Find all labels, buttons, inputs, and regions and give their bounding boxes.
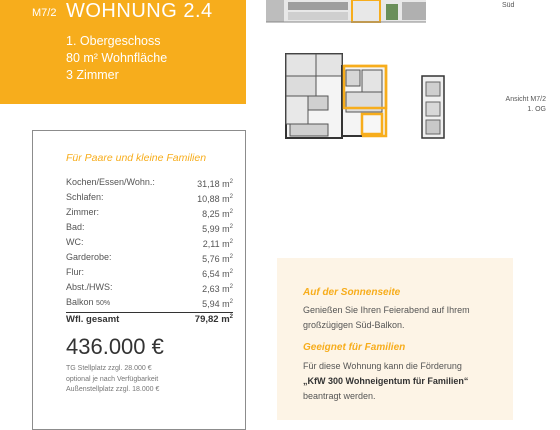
unit-rooms: 3 Zimmer [66, 68, 119, 82]
area-label: Abst./HWS: [66, 282, 113, 292]
area-row: WC: 2,11 $m^2$ [66, 237, 233, 249]
area-value: 5,76 [202, 254, 220, 264]
area-label: Garderobe: [66, 252, 112, 262]
unit-floor: 1. Obergeschoss [66, 34, 161, 48]
unit-info [66, 33, 167, 84]
info-heading-family: Geeignet für Familien [303, 342, 406, 353]
floor-plan [284, 52, 392, 140]
area-value: 2,11 [202, 239, 220, 249]
area-value: 8,25 [202, 209, 220, 219]
area-value: 5,94 [202, 299, 220, 309]
spec-headline: Für Paare und kleine Familien [66, 152, 207, 164]
area-specs-box [32, 130, 246, 430]
area-value: 10,88 [197, 194, 220, 204]
parking-info [66, 364, 159, 396]
parking-line: Außenstellplatz zzgl. 18.000 € [66, 386, 160, 393]
spec-divider [66, 312, 233, 313]
area-row: Balkon 50% 5,94 $m^2$ [66, 297, 233, 309]
orientation-label: Süd [502, 2, 515, 9]
total-label: Wfl. gesamt [66, 314, 120, 325]
area-row: Zimmer: 8,25 $m^2$ [66, 207, 233, 219]
area-row: Bad: 5,99 $m^2$ [66, 222, 233, 234]
price: 436.000 € [66, 334, 164, 359]
area-list [66, 175, 233, 310]
area-label: Bad: [66, 222, 85, 232]
info-text-family: Für diese Wohnung kann die Förderung „KfW 300 Wohneigentum für Familien“ beantragt werden. [303, 361, 469, 401]
unit-title: WOHNUNG 2.4 [66, 0, 213, 22]
area-row: Garderobe: 5,76 $m^2$ [66, 252, 233, 264]
info-box [277, 258, 513, 420]
area-row: Kochen/Essen/Wohn.: 31,18 $m^2$ [66, 177, 233, 189]
area-label: Schlafen: [66, 192, 104, 202]
unit-header [0, 0, 246, 104]
area-value: 31,18 [197, 179, 220, 189]
parking-line: optional je nach Verfügbarkeit [66, 375, 159, 383]
total-value: 79,82 [194, 314, 219, 326]
total-area: Wfl. gesamt 79,82 $m^2$ [66, 314, 233, 326]
info-heading-sun: Auf der Sonnenseite [303, 287, 401, 298]
area-value: 2,63 [202, 284, 220, 294]
area-value: 6,54 [202, 269, 220, 279]
area-row: Abst./HWS: 2,63 $m^2$ [66, 282, 233, 294]
parking-line: TG Stellplatz zzgl. 28.000 € [66, 365, 152, 372]
area-value: 5,99 [202, 224, 220, 234]
area-label: Balkon [66, 297, 94, 307]
area-label: Flur: [66, 267, 84, 277]
view-label-name: Ansicht M7/2 [505, 96, 546, 103]
balcony-percent: 50% [96, 300, 111, 307]
area-label: Kochen/Essen/Wohn.: [66, 177, 155, 187]
unit-area: 80 m² Wohnfläche [66, 51, 168, 65]
area-label: Zimmer: [66, 207, 99, 217]
area-row: Schlafen: 10,88 $m^2$ [66, 192, 233, 204]
info-text-sun: Genießen Sie Ihren Feierabend auf Ihrem großzügigen Süd-Balkon. [303, 305, 470, 330]
building-elevation [266, 0, 426, 24]
unit-code: M7/2 [32, 7, 57, 19]
side-elevation [420, 74, 446, 140]
area-label: WC: [66, 237, 84, 247]
view-label [506, 95, 546, 115]
view-label-floor: 1. OG [527, 106, 546, 113]
area-row: Flur: 6,54 $m^2$ [66, 267, 233, 279]
kfw-program: „KfW 300 Wohneigentum für Familien“ [303, 376, 469, 386]
